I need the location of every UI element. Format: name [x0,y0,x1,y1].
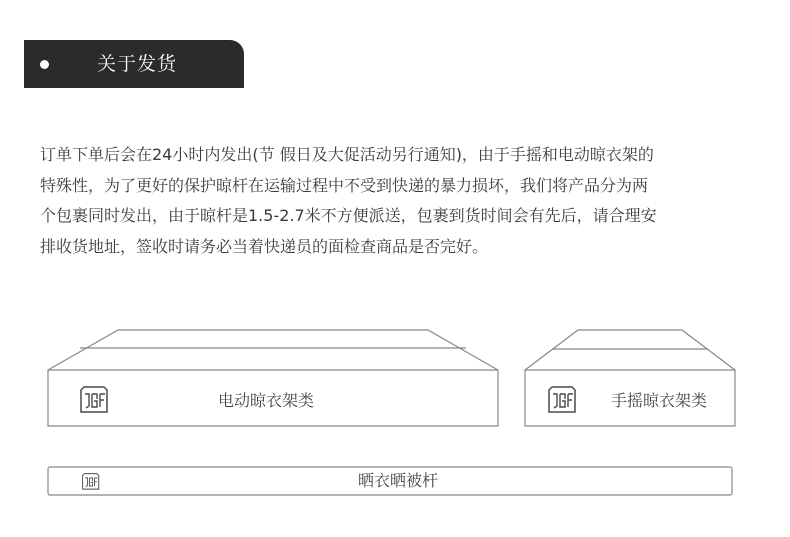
electric-box-logo-icon [81,387,107,412]
manual-box-label: 手摇晾衣架类 [611,391,708,410]
description-line: 订单下单后会在24小时内发出(节 假日及大促活动另行通知)，由于手摇和电动晾衣架的 [40,145,654,164]
pole-package-label: 晒衣晒被杆 [358,471,439,490]
manual-box-logo-icon [549,387,575,412]
description-line: 排收货地址，签收时请务必当着快递员的面检查商品是否完好。 [40,236,489,256]
section-title: 关于发货 [97,53,178,75]
description-line: 个包裹同时发出，由于晾杆是1.5-2.7米不方便派送，包裹到货时间会有先后，请合理安 [40,206,657,225]
description-line: 特殊性，为了更好的保护晾杆在运输过程中不受到快递的暴力损坏，我们将产品分为两 [40,175,649,195]
pole-package-logo-icon [83,474,99,490]
electric-box-label: 电动晾衣架类 [218,391,315,410]
electric-box [48,330,498,426]
